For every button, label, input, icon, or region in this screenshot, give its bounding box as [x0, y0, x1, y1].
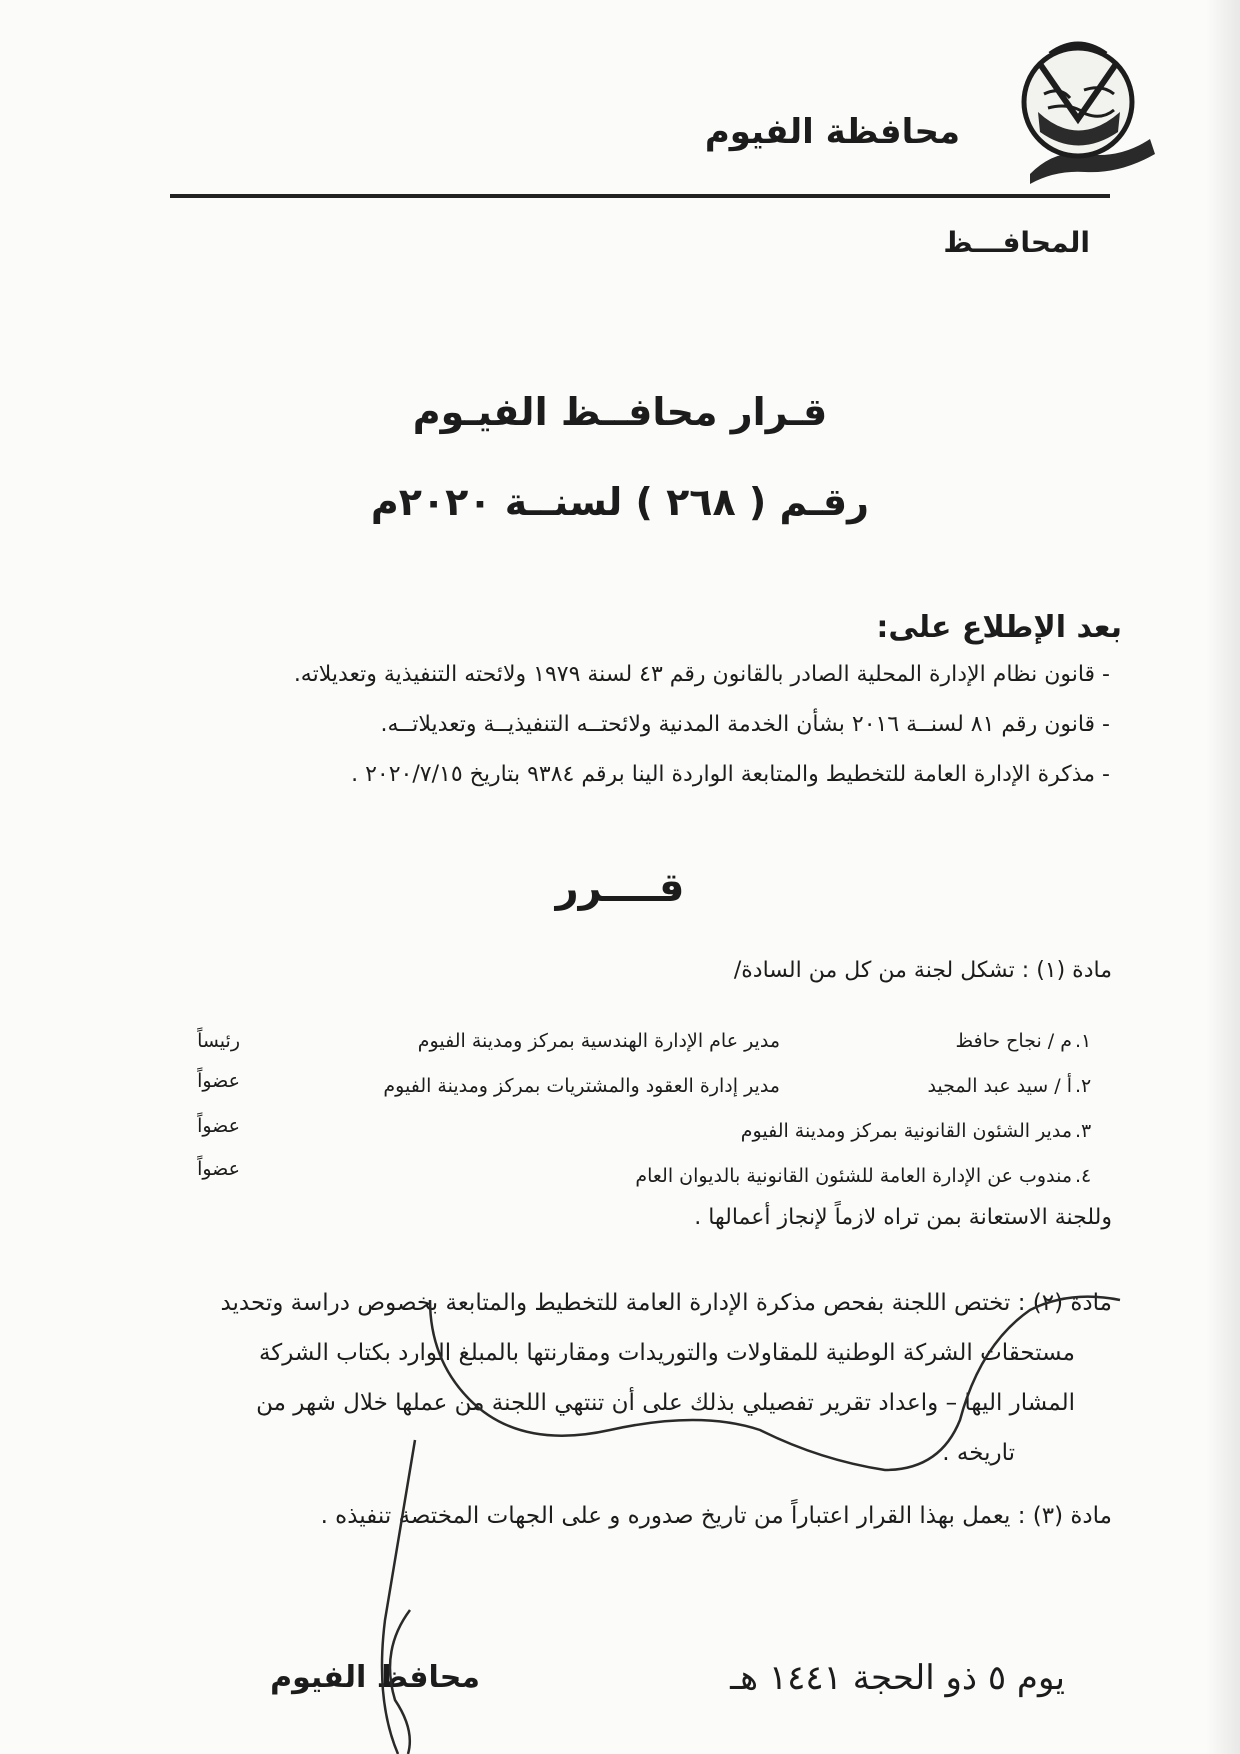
- preamble-item: - قانون نظام الإدارة المحلية الصادر بالقانون رقم ٤٣ لسنة ١٩٧٩ ولائحته التنفيذية وتعديلاته.: [293, 662, 1110, 687]
- member-number: ٢.: [1075, 1075, 1092, 1097]
- signature-date: يوم ٥ ذو الحجة ١٤٤١ هـ: [730, 1658, 1065, 1698]
- member-number: ٤.: [1075, 1165, 1092, 1187]
- member-position: مدير إدارة العقود والمشتريات بمركز ومدينة الفيوم: [383, 1075, 780, 1097]
- member-name: أ / سيد عبد المجيد: [927, 1075, 1072, 1097]
- article-3: مادة (٣) : يعمل بهذا القرار اعتباراً من تاريخ صدوره و على الجهات المختصة تنفيذه .: [320, 1503, 1112, 1529]
- decree-number: رقـم ( ٢٦٨ ) لسنــة ٢٠٢٠م: [370, 480, 870, 524]
- article-1-intro: مادة (١) : تشكل لجنة من كل من السادة/: [733, 958, 1112, 983]
- preamble-item: - مذكرة الإدارة العامة للتخطيط والمتابعة الواردة الينا برقم ٩٣٨٤ بتاريخ ٢٠٢٠/٧/١٥ .: [351, 762, 1110, 787]
- preamble-item: - قانون رقم ٨١ لسنــة ٢٠١٦ بشأن الخدمة المدنية ولائحتــه التنفيذيــة وتعديلاتــه.: [380, 712, 1110, 737]
- decree-word: قــــرر: [555, 865, 685, 911]
- article-1-tail: وللجنة الاستعانة بمن تراه لازماً لإنجاز أعمالها .: [694, 1205, 1112, 1230]
- member-position: مدير عام الإدارة الهندسية بمركز ومدينة الفيوم: [417, 1030, 780, 1052]
- governorate-emblem-icon: [1010, 24, 1160, 184]
- member-name: مندوب عن الإدارة العامة للشئون القانونية بالديوان العام: [635, 1165, 1072, 1187]
- header-rule: [170, 194, 1110, 198]
- governorate-name: محافظة الفيوم: [704, 112, 960, 152]
- article-2-line: المشار اليها – واعداد تقرير تفصيلي بذلك على أن تنتهي اللجنة من عملها خلال شهر من: [256, 1390, 1075, 1416]
- member-role: عضواً: [197, 1115, 240, 1137]
- member-role: رئيساً: [197, 1030, 240, 1052]
- member-name: م / نجاح حافظ: [955, 1030, 1072, 1052]
- signature-title: محافظ الفيوم: [270, 1660, 480, 1695]
- decree-title: قـرار محافــظ الفيـوم: [412, 390, 828, 434]
- preamble-label: بعد الإطلاع على:: [876, 610, 1122, 645]
- member-number: ١.: [1075, 1030, 1092, 1052]
- member-role: عضواً: [197, 1070, 240, 1092]
- article-2-line: تاريخه .: [942, 1440, 1015, 1466]
- member-name: مدير الشئون القانونية بمركز ومدينة الفيوم: [740, 1120, 1072, 1142]
- member-number: ٣.: [1075, 1120, 1092, 1142]
- member-role: عضواً: [197, 1158, 240, 1180]
- article-2-line: مستحقات الشركة الوطنية للمقاولات والتوريدات ومقارنتها بالمبلغ الوارد بكتاب الشركة: [258, 1340, 1075, 1366]
- article-2-line: مادة (٢) : تختص اللجنة بفحص مذكرة الإدارة العامة للتخطيط والمتابعة بخصوص دراسة وتحديد: [220, 1290, 1112, 1316]
- office-title: المحافـــظ: [943, 226, 1090, 259]
